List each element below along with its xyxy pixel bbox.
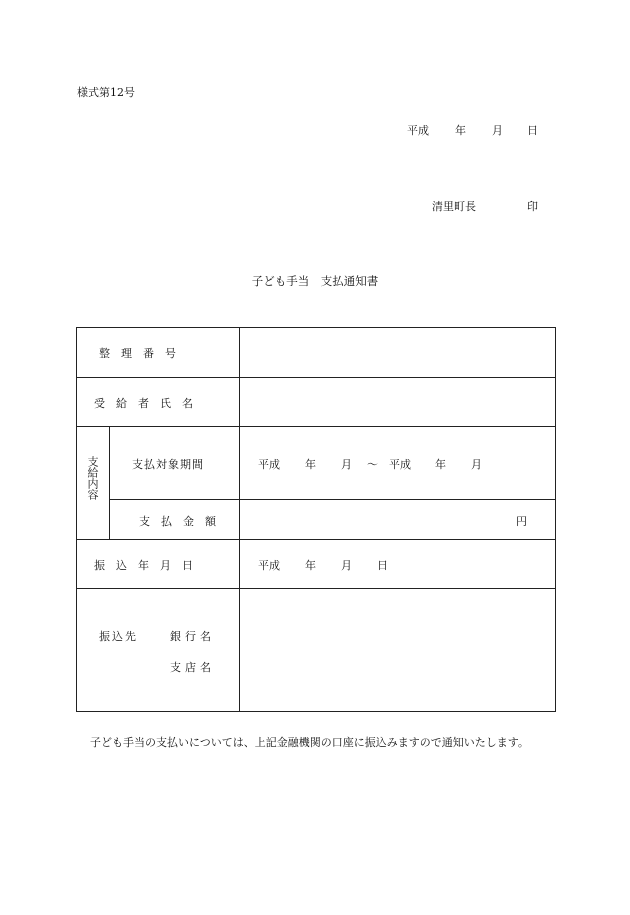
transfer-date-era: 平成	[258, 559, 280, 572]
period-era-1: 平成	[258, 458, 280, 471]
transfer-destination-label: 振込先	[99, 630, 138, 643]
period-year-2: 年	[435, 458, 446, 471]
payment-amount-label: 支 払 金 額	[139, 515, 216, 528]
form-number: 様式第12号	[77, 86, 135, 99]
transfer-date-label: 振 込 年 月 日	[94, 559, 193, 572]
transfer-date-year: 年	[305, 559, 316, 572]
bank-name-label: 銀行名	[170, 630, 215, 643]
amount-unit: 円	[516, 515, 527, 528]
payment-content-label: 支給内容	[86, 456, 99, 500]
payment-notice-table	[76, 327, 556, 712]
date-era: 平成	[407, 124, 429, 137]
period-month-1: 月	[341, 458, 352, 471]
date-year: 年	[455, 124, 466, 137]
transfer-date-day: 日	[377, 559, 388, 572]
date-day: 日	[527, 124, 538, 137]
branch-name-label: 支店名	[170, 661, 215, 674]
notice-footer-text: 子ども手当の支払いについては、上記金融機関の口座に振込みますので通知いたします。	[90, 736, 529, 749]
issuer-name: 清里町長	[432, 200, 476, 213]
period-month-2: 月	[471, 458, 482, 471]
issuer-seal: 印	[527, 200, 538, 213]
date-month: 月	[492, 124, 503, 137]
recipient-name-label: 受 給 者 氏 名	[94, 397, 193, 410]
period-era-2: 平成	[389, 458, 411, 471]
reference-number-label: 整 理 番 号	[99, 347, 176, 360]
document-title: 子ども手当 支払通知書	[251, 274, 379, 288]
payment-period-label: 支払対象期間	[132, 458, 204, 471]
transfer-date-month: 月	[341, 559, 352, 572]
period-tilde: ～	[367, 458, 378, 471]
period-year-1: 年	[305, 458, 316, 471]
